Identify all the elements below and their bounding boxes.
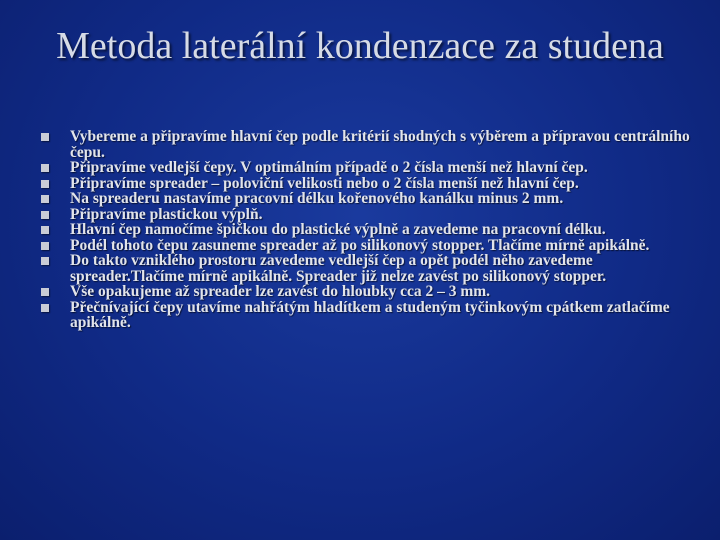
square-bullet-icon [41, 257, 49, 265]
square-bullet-icon [41, 180, 49, 188]
bullet-text: Hlavní čep namočíme špičkou do plastické výplně a zavedeme na pracovní délku. [70, 221, 606, 238]
list-item [40, 191, 690, 207]
square-bullet-icon [41, 304, 49, 312]
bullet-text: Na spreaderu nastavíme pracovní délku kořenového kanálku minus 2 mm. [70, 190, 564, 207]
square-bullet-icon [41, 242, 49, 250]
square-bullet-icon [41, 211, 49, 219]
bullet-text: Vše opakujeme až spreader lze zavést do hloubky cca 2 – 3 mm. [70, 283, 491, 300]
list-item [40, 176, 690, 192]
square-bullet-icon [41, 164, 49, 172]
bullet-text: Do takto vzniklého prostoru zavedeme vedlejší čep a opět podél něho zavedeme spreader.Tlačíme mírně apikálně. Spreader již nelze zavést po silikonový stopper. [70, 252, 607, 285]
list-item [40, 222, 690, 238]
list-item [40, 284, 690, 300]
slide-title: Metoda laterální kondenzace za studena [56, 25, 664, 67]
bullet-text: Vybereme a připravíme hlavní čep podle kritérií shodných s výběrem a přípravou centrálního čepu. [70, 128, 690, 161]
square-bullet-icon [41, 133, 49, 141]
bullet-text: Připravíme spreader – poloviční velikosti nebo o 2 čísla menší než hlavní čep. [70, 174, 579, 192]
bullet-text: Připravíme vedlejší čepy. V optimálním případě o 2 čísla menší než hlavní čep. [70, 159, 588, 176]
list-item [40, 160, 690, 176]
square-bullet-icon [41, 288, 49, 296]
square-bullet-icon [41, 195, 49, 203]
list-item [40, 238, 690, 254]
bullet-text: Podél tohoto čepu zasuneme spreader až po silikonový stopper. Tlačíme mírně apikálně. [70, 236, 650, 254]
bullet-text: Přečnívající čepy utavíme nahřátým hladítkem a studeným tyčinkovým cpátkem zatlačíme apikálně. [70, 298, 670, 331]
list-item [40, 300, 690, 331]
bullet-list [40, 129, 690, 331]
square-bullet-icon [41, 226, 49, 234]
list-item [40, 129, 690, 160]
bullet-text: Připravíme plastickou výplň. [70, 205, 263, 223]
list-item [40, 207, 690, 223]
list-item [40, 253, 690, 284]
